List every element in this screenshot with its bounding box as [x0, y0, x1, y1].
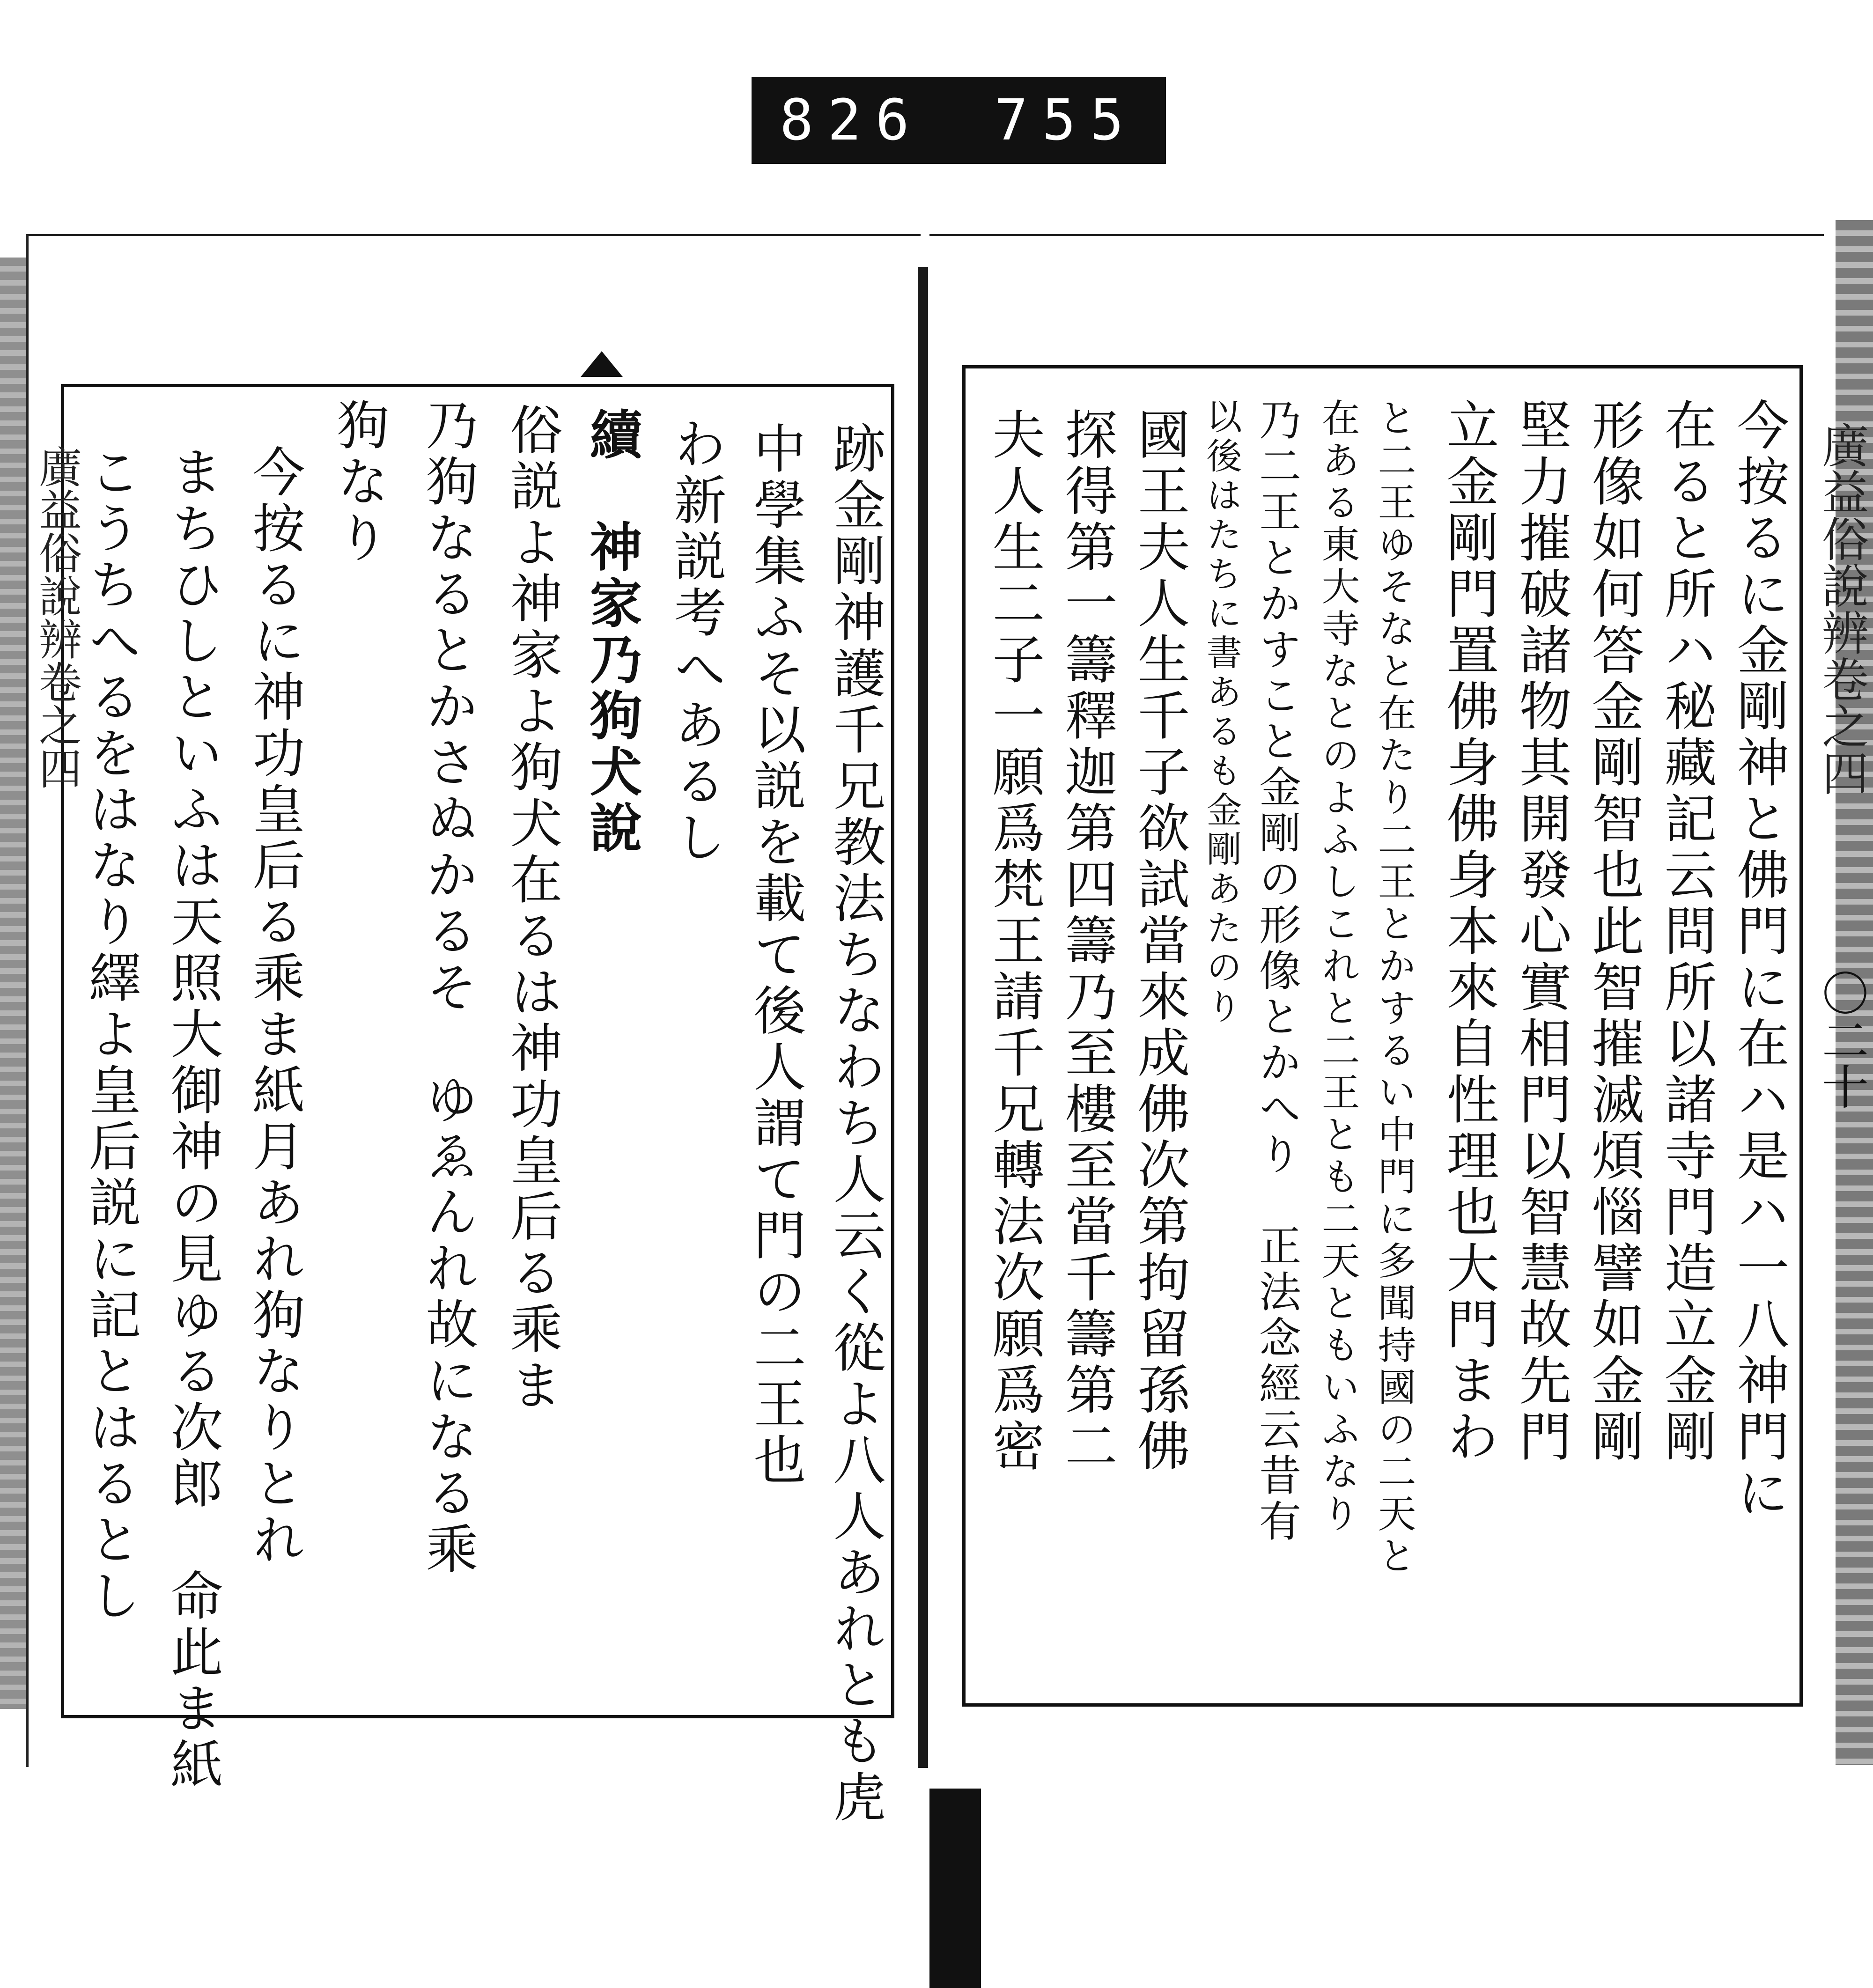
left-column-4-heading: 續 神家乃狗犬說 — [581, 407, 642, 857]
right-column-3: 形像如何答金剛智也此智摧滅煩惱譬如金剛 — [1583, 398, 1644, 1465]
left-column-9: まちひしといふは天照大御神の見ゆる次郎 命此ま紙 — [162, 445, 223, 1793]
gutter — [918, 267, 928, 1768]
left-column-8: 今按るに神功皇后る乘ま紙月あれ狗なりとれ — [244, 445, 305, 1568]
right-column-8: 乃二王とかすこと金剛の形像とかへり 正法念經云昔有 — [1252, 398, 1301, 1545]
left-column-1: 跡金剛神護千兄教法ちなわち人云く從よ八人あれとも虎 — [825, 421, 885, 1826]
reel-number-left: 826 — [780, 88, 923, 153]
reel-number-right: 755 — [994, 88, 1138, 153]
left-column-3: わ新説考へあるし — [665, 417, 726, 866]
left-column-6: 乃狗なるとかさぬかるそ ゆゑんれ故になる乘 — [417, 398, 478, 1578]
right-column-6: と二王ゆそなと在たり二王とかするい中門に多聞持國の二天と — [1372, 398, 1416, 1578]
right-column-12: 夫人生二子一願爲梵王請千兄轉法次願爲密 — [984, 407, 1045, 1475]
right-column-11: 探得第一籌釋迦第四籌乃至樓至當千籌第二 — [1056, 407, 1117, 1475]
right-column-10: 國王夫人生千子欲試當來成佛次第拘留孫佛 — [1129, 407, 1190, 1475]
right-page-number: 〇二十 — [1814, 969, 1869, 1110]
gutter-block — [929, 1789, 981, 1988]
right-column-9: 以後はたちに書あるも金剛あたのり — [1201, 398, 1242, 1027]
reel-label — [752, 77, 1166, 164]
left-column-5: 俗説よ神家よ狗犬在るは神功皇后る乘ま — [501, 403, 562, 1414]
left-column-7: 狗なり — [328, 398, 389, 567]
right-column-5: 立金剛門置佛身佛身本來自性理也大門まわ — [1438, 398, 1499, 1465]
right-column-1: 今按るに金剛神と佛門に在ハ是ハ一八神門に — [1728, 398, 1789, 1522]
right-column-7: 在ある東大寺なとのよふしこれと二王とも二天ともいふなり — [1315, 398, 1360, 1536]
right-column-2: 在ると所ハ秘藏記云問所以諸寺門造立金剛 — [1656, 398, 1717, 1465]
left-column-10: こうちへるをはなり繹よ皇后説に記とはるとし — [80, 445, 141, 1625]
book-spread — [0, 220, 1873, 1826]
left-edge-shadow — [0, 258, 29, 1709]
left-edge-title: 廣益俗說辨卷之四 — [32, 445, 82, 789]
right-running-title: 廣益俗說辨卷之四 — [1814, 421, 1869, 796]
triangle-marker — [581, 351, 623, 377]
right-column-4: 堅力摧破諸物其開發心實相門以智慧故先門 — [1511, 398, 1571, 1465]
left-column-2: 中學集ふそ以説を載て後人謂て門の二王也 — [745, 421, 806, 1489]
